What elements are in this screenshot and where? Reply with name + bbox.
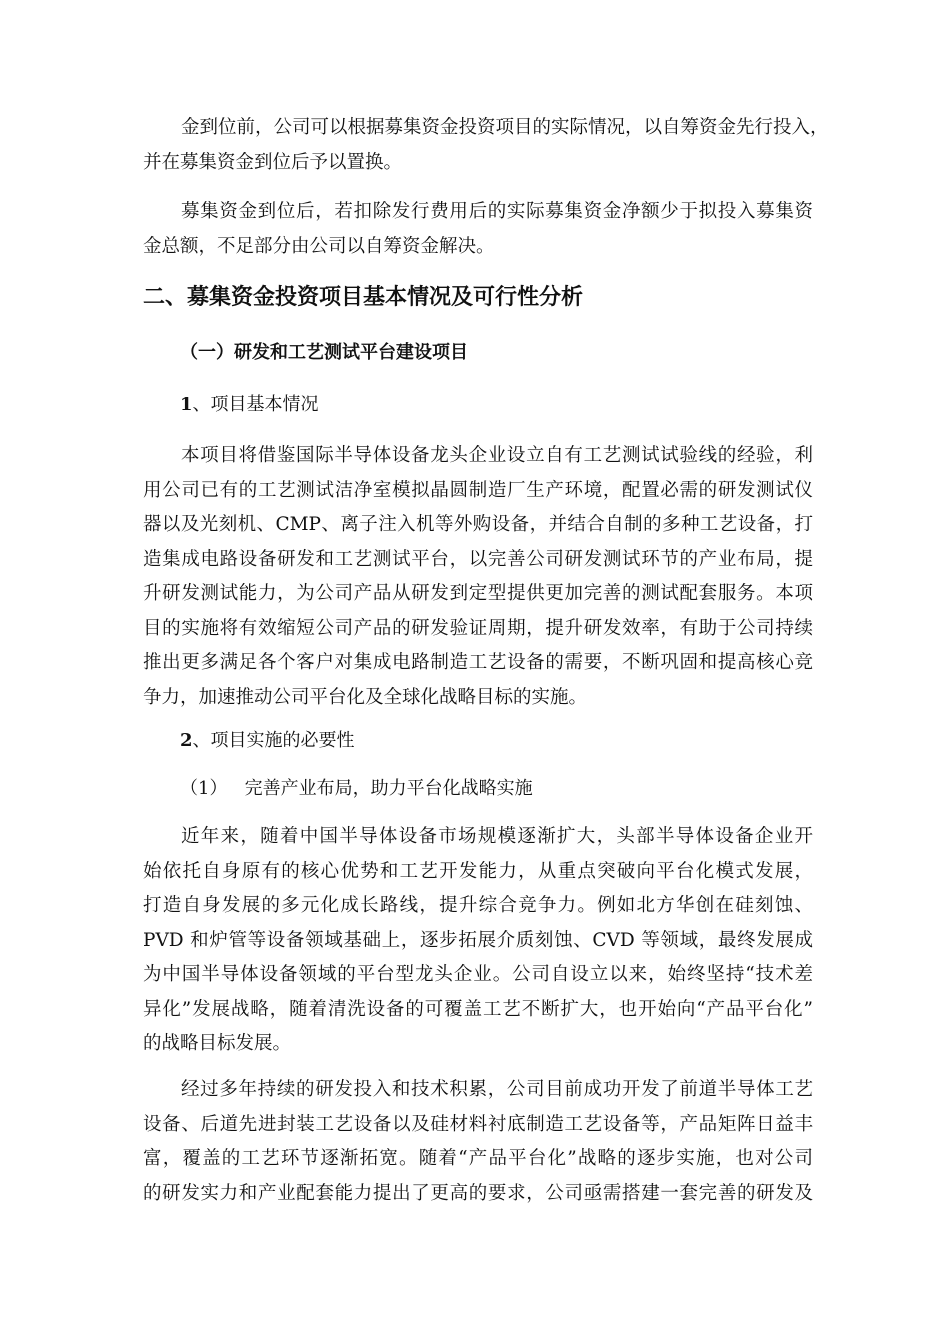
text-line: 设备、后道先进封装工艺设备以及硅材料衬底制造工艺设备等，产品矩阵日益丰 xyxy=(143,1113,813,1135)
text-line: 为中国半导体设备领域的平台型龙头企业。公司自设立以来，始终坚持“技术差 xyxy=(143,964,813,985)
text-line: 并在募集资金到位后予以置换。 xyxy=(143,151,403,173)
text-line: 器以及光刻机、CMP、离子注入机等外购设备，并结合自制的多种工艺设备，打 xyxy=(143,514,813,535)
text-line: PVD 和炉管等设备领域基础上，逐步拓展介质刻蚀、CVD 等领域，最终发展成 xyxy=(143,929,813,951)
text-line: 目的实施将有效缩短公司产品的研发验证周期，提升研发效率，有助于公司持续 xyxy=(143,617,813,639)
text-line: 经过多年持续的研发投入和技术积累，公司目前成功开发了前道半导体工艺 xyxy=(181,1079,813,1100)
text-line: 富，覆盖的工艺环节逐渐拓宽。随着“产品平台化”战略的逐步实施，也对公司 xyxy=(143,1148,813,1169)
item-title: 、项目基本情况 xyxy=(192,394,319,415)
text-line: 金到位前，公司可以根据募集资金投资项目的实际情况，以自筹资金先行投入， xyxy=(181,117,829,138)
text-line: 用公司已有的工艺测试洁净室模拟晶圆制造厂生产环境，配置必需的研发测试仪 xyxy=(143,479,813,501)
text-line: 推出更多满足各个客户对集成电路制造工艺设备的需要，不断巩固和提高核心竞 xyxy=(143,652,813,673)
paragraph-fund-shortfall xyxy=(143,195,813,264)
item-number: 2 xyxy=(180,730,193,751)
item-heading-basic-info xyxy=(180,390,850,420)
paragraph-industry-context xyxy=(143,820,813,1062)
text-line: 近年来，随着中国半导体设备市场规模逐渐扩大，头部半导体设备企业开 xyxy=(181,826,813,847)
paragraph-project-basic-info xyxy=(143,439,813,715)
text-line: 造集成电路设备研发和工艺测试平台，以完善公司研发测试环节的产业布局，提 xyxy=(143,548,813,570)
text-line: 始依托自身原有的核心优势和工艺开发能力，从重点突破向平台化模式发展， xyxy=(143,860,813,882)
text-line: 升研发测试能力，为公司产品从研发到定型提供更加完善的测试配套服务。本项 xyxy=(143,583,813,604)
text-line: 争力，加速推动公司平台化及全球化战略目标的实施。 xyxy=(143,686,588,708)
paragraph-fund-replacement xyxy=(143,111,829,180)
text-line: 的研发实力和产业配套能力提出了更高的要求，公司亟需搭建一套完善的研发及 xyxy=(143,1182,813,1204)
text-line: 本项目将借鉴国际半导体设备龙头企业设立自有工艺测试试验线的经验，利 xyxy=(181,445,813,466)
sub-item-heading: （1） 完善产业布局，助力平台化战略实施 xyxy=(180,778,533,799)
item-heading-necessity xyxy=(180,726,850,756)
text-line: 打造自身发展的多元化成长路线，提升综合竞争力。例如北方华创在硅刻蚀、 xyxy=(143,895,813,916)
text-line: 募集资金到位后，若扣除发行费用后的实际募集资金净额少于拟投入募集资 xyxy=(181,201,813,222)
text-line: 异化”发展战略，随着清洗设备的可覆盖工艺不断扩大，也开始向“产品平台化” xyxy=(143,998,813,1020)
item-number: 1 xyxy=(180,394,193,415)
section-heading: 二、募集资金投资项目基本情况及可行性分析 xyxy=(143,285,584,310)
text-line: 金总额，不足部分由公司以自筹资金解决。 xyxy=(143,235,495,257)
subsection-heading: （一）研发和工艺测试平台建设项目 xyxy=(180,342,468,363)
paragraph-rd-accumulation xyxy=(143,1073,813,1211)
text-line: 的战略目标发展。 xyxy=(143,1033,292,1054)
item-title: 、项目实施的必要性 xyxy=(192,730,355,751)
